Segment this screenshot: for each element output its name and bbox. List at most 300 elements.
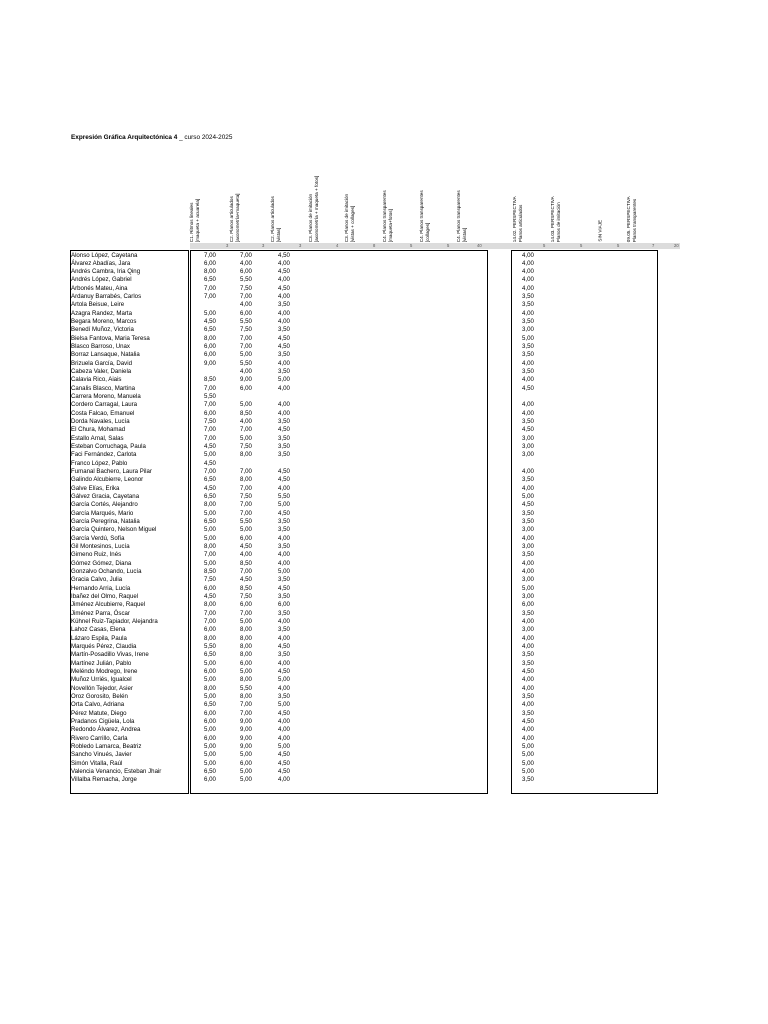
student-name: Muñoz Urriés, Igualcel bbox=[71, 676, 132, 684]
grade-perspective: 5,00 bbox=[522, 767, 534, 775]
grade-perspective: 3,50 bbox=[522, 476, 534, 484]
grade-c3: 4,50 bbox=[278, 268, 290, 276]
grade-c1: 5,00 bbox=[204, 526, 216, 534]
column-header bbox=[307, 150, 334, 242]
grade-perspective: 4,00 bbox=[522, 376, 534, 384]
student-name: Martínez Julián, Pablo bbox=[71, 659, 132, 667]
student-name: Cordero Carragal, Laura bbox=[71, 401, 138, 409]
student-name: Lahoz Casas, Elena bbox=[71, 626, 126, 634]
grade-perspective: 4,00 bbox=[522, 276, 534, 284]
student-name: Redondo Álvarez, Andrea bbox=[71, 726, 141, 734]
grade-perspective: 4,00 bbox=[522, 618, 534, 626]
column-header-line1: C3. Planos de imitación bbox=[343, 193, 349, 242]
grade-c3: 4,50 bbox=[278, 476, 290, 484]
grade-c2: 5,00 bbox=[240, 526, 252, 534]
column-weight: 3 bbox=[299, 243, 302, 248]
grade-c1: 5,00 bbox=[204, 692, 216, 700]
column-header-line1: SIN VIAJE bbox=[597, 220, 603, 242]
grade-c1: 5,00 bbox=[204, 751, 216, 759]
grade-c2: 8,00 bbox=[240, 692, 252, 700]
grade-c3: 4,50 bbox=[278, 334, 290, 342]
grade-c3: 3,50 bbox=[278, 351, 290, 359]
column-header-line2: Planos transparentes bbox=[631, 198, 637, 242]
grade-c3: 4,50 bbox=[278, 251, 290, 259]
student-name: Dorda Navales, Lucía bbox=[71, 418, 130, 426]
column-weight: 4 bbox=[336, 243, 339, 248]
student-name: Azagra Randez, Marta bbox=[71, 309, 132, 317]
grade-perspective: 3,00 bbox=[522, 626, 534, 634]
grade-perspective: 5,00 bbox=[522, 759, 534, 767]
grade-c1: 5,00 bbox=[204, 509, 216, 517]
grade-perspective: 6,00 bbox=[522, 601, 534, 609]
grade-c2: 7,50 bbox=[240, 493, 252, 501]
grade-c2: 7,00 bbox=[240, 609, 252, 617]
student-name: Jiménez Alcubierre, Raquel bbox=[71, 601, 146, 609]
grade-c3: 4,50 bbox=[278, 468, 290, 476]
grade-c3: 5,00 bbox=[278, 501, 290, 509]
grade-c1: 5,00 bbox=[204, 559, 216, 567]
grade-c3: 3,50 bbox=[278, 418, 290, 426]
grade-c1: 7,00 bbox=[204, 609, 216, 617]
student-name: Bielsa Fantova, Maria Teresa bbox=[71, 334, 150, 342]
grade-c1: 6,00 bbox=[204, 409, 216, 417]
column-header-text bbox=[419, 190, 430, 242]
grade-perspective: 4,00 bbox=[522, 701, 534, 709]
student-name: Brizuela García, David bbox=[71, 359, 132, 367]
grade-c1: 8,00 bbox=[204, 634, 216, 642]
column-header-text bbox=[512, 196, 523, 242]
student-name: Sancho Vinués, Javier bbox=[71, 751, 132, 759]
student-name: Galindo Alcubierre, Leonor bbox=[71, 476, 144, 484]
grade-c2: 5,50 bbox=[240, 318, 252, 326]
grade-c1: 5,00 bbox=[204, 759, 216, 767]
grade-c3: 4,00 bbox=[278, 293, 290, 301]
grade-c2: 7,00 bbox=[240, 568, 252, 576]
grade-c2: 7,50 bbox=[240, 593, 252, 601]
student-name: Meléndo Modrego, Irene bbox=[71, 668, 138, 675]
grade-perspective: 3,50 bbox=[522, 509, 534, 517]
grade-c2: 5,50 bbox=[240, 684, 252, 692]
grade-c1: 8,00 bbox=[204, 268, 216, 276]
grade-c2: 7,00 bbox=[240, 343, 252, 351]
grade-c1: 7,00 bbox=[204, 426, 216, 434]
grade-c1: 6,00 bbox=[204, 626, 216, 634]
column-header-line1: C2. Planos articulados bbox=[228, 196, 234, 242]
grade-c1: 7,00 bbox=[204, 384, 216, 392]
student-name: Álvarez Abadías, Jara bbox=[71, 259, 131, 267]
student-name: Carrera Moreno, Manuela bbox=[71, 393, 141, 401]
grade-perspective: 5,00 bbox=[522, 751, 534, 759]
grade-c2: 5,00 bbox=[240, 618, 252, 626]
grade-c2: 7,00 bbox=[240, 501, 252, 509]
grade-c1: 7,00 bbox=[204, 551, 216, 559]
grade-c1: 4,50 bbox=[204, 443, 216, 451]
grade-c2: 8,00 bbox=[240, 626, 252, 634]
grade-c2: 5,00 bbox=[240, 351, 252, 359]
grade-c1: 7,00 bbox=[204, 468, 216, 476]
document-title bbox=[71, 134, 232, 141]
grade-c1: 5,00 bbox=[204, 309, 216, 317]
student-name: García Peregrina, Natalia bbox=[71, 518, 140, 526]
grade-perspective: 4,00 bbox=[522, 684, 534, 692]
column-header-line2: [vistas + collages] bbox=[349, 205, 355, 242]
student-name: Andrés López, Gabriel bbox=[71, 276, 132, 284]
grade-c1: 9,00 bbox=[204, 359, 216, 367]
grade-c3: 3,50 bbox=[278, 451, 290, 459]
grade-c3: 4,00 bbox=[278, 634, 290, 642]
grade-perspective: 3,50 bbox=[522, 293, 534, 301]
grade-perspective: 4,00 bbox=[522, 284, 534, 292]
grade-c3: 3,50 bbox=[278, 526, 290, 534]
grade-c2: 9,00 bbox=[240, 742, 252, 750]
grade-c3: 3,50 bbox=[278, 326, 290, 334]
grade-c1: 6,50 bbox=[204, 326, 216, 334]
grade-c3: 3,50 bbox=[278, 543, 290, 551]
grade-c3: 4,50 bbox=[278, 426, 290, 434]
student-name: García Verdú, Sofía bbox=[71, 534, 125, 542]
grade-c2: 9,00 bbox=[240, 726, 252, 734]
grade-c2: 6,00 bbox=[240, 534, 252, 542]
column-weight: 5 bbox=[447, 243, 450, 248]
column-header-line1: 09.05. PERSPECTIVA bbox=[625, 196, 631, 242]
grade-c1: 6,00 bbox=[204, 668, 216, 675]
student-name: Gálvez Gracia, Cayetana bbox=[71, 493, 140, 501]
student-name: Orta Calvo, Adriana bbox=[71, 701, 125, 709]
grade-c3: 3,50 bbox=[278, 443, 290, 451]
grade-c3: 4,00 bbox=[278, 734, 290, 742]
grade-perspective: 4,00 bbox=[522, 484, 534, 492]
student-name: Galve Elías, Erika bbox=[71, 484, 120, 492]
student-name: Pérez Matute, Diego bbox=[71, 709, 127, 717]
student-name: Alonso López, Cayetana bbox=[71, 251, 138, 259]
column-weight: 5 bbox=[580, 243, 583, 248]
grade-c3: 5,50 bbox=[278, 493, 290, 501]
student-name: Artola Beisue, Leire bbox=[71, 301, 125, 309]
student-name: Borraz Lansaque, Natalia bbox=[71, 351, 140, 359]
column-weight: 40 bbox=[477, 243, 482, 248]
grade-c2: 6,00 bbox=[240, 384, 252, 392]
column-header-line1: C4. Planos transparentes bbox=[381, 190, 387, 242]
grade-c2: 5,50 bbox=[240, 518, 252, 526]
grade-c3: 4,00 bbox=[278, 259, 290, 267]
grade-c2: 7,50 bbox=[240, 443, 252, 451]
grade-c1: 6,00 bbox=[204, 717, 216, 725]
student-name: Novellón Tejedor, Asier bbox=[71, 684, 133, 692]
grade-perspective: 4,50 bbox=[522, 384, 534, 392]
grade-c1: 6,00 bbox=[204, 734, 216, 742]
grade-c3: 4,00 bbox=[278, 384, 290, 392]
column-weight: 8 bbox=[373, 243, 376, 248]
column-header-text bbox=[597, 220, 603, 242]
grade-c2: 4,50 bbox=[240, 576, 252, 584]
grade-c3: 4,50 bbox=[278, 759, 290, 767]
grade-c3: 5,00 bbox=[278, 742, 290, 750]
grade-c3: 3,50 bbox=[278, 576, 290, 584]
column-header bbox=[455, 150, 482, 242]
grade-perspective: 5,00 bbox=[522, 742, 534, 750]
student-name: Cabeza Valer, Daniela bbox=[71, 368, 132, 376]
student-name: Faci Fernández, Carlota bbox=[71, 451, 137, 459]
student-name: Benedí Muñoz, Victoria bbox=[71, 326, 134, 334]
student-name: Arbonés Mateu, Aina bbox=[71, 284, 128, 292]
grade-c3: 4,50 bbox=[278, 284, 290, 292]
grade-c1: 7,00 bbox=[204, 401, 216, 409]
student-name: Oroz Gorosito, Belén bbox=[71, 692, 128, 700]
student-name: Franco López, Pablo bbox=[71, 459, 128, 467]
column-header bbox=[418, 150, 445, 242]
grade-c2: 5,00 bbox=[240, 401, 252, 409]
column-header-line1: C3. Planos de imitación bbox=[307, 193, 313, 242]
grade-c1: 5,00 bbox=[204, 742, 216, 750]
column-header-line1: C2. Planos articulados bbox=[269, 196, 275, 242]
grade-perspective: 3,00 bbox=[522, 593, 534, 601]
student-name: Pradanos Cigüela, Lola bbox=[71, 717, 135, 725]
grade-c2: 5,00 bbox=[240, 776, 252, 784]
grade-c2: 4,50 bbox=[240, 543, 252, 551]
grade-c2: 6,00 bbox=[240, 601, 252, 609]
grade-perspective: 3,00 bbox=[522, 443, 534, 451]
grade-c2: 6,00 bbox=[240, 759, 252, 767]
grade-c1: 7,00 bbox=[204, 284, 216, 292]
column-header-text bbox=[270, 196, 281, 242]
grade-perspective: 4,00 bbox=[522, 726, 534, 734]
grade-c2: 8,00 bbox=[240, 634, 252, 642]
grade-c1: 6,50 bbox=[204, 493, 216, 501]
column-header-text bbox=[550, 196, 561, 242]
grade-perspective: 3,00 bbox=[522, 326, 534, 334]
grade-c2: 8,00 bbox=[240, 643, 252, 650]
student-name: Andrés Cambra, Iria Qing bbox=[71, 268, 141, 276]
column-header bbox=[228, 150, 255, 242]
grade-c3: 6,00 bbox=[278, 601, 290, 609]
grade-c3: 3,50 bbox=[278, 651, 290, 659]
grade-c3: 4,50 bbox=[278, 643, 290, 650]
student-name: Costa Falcao, Emanuel bbox=[71, 409, 135, 417]
grade-c3: 3,50 bbox=[278, 626, 290, 634]
grade-c2: 6,00 bbox=[240, 659, 252, 667]
student-name: Gimeno Ruiz, Inés bbox=[71, 551, 122, 559]
column-header bbox=[343, 150, 370, 242]
grade-c2: 9,00 bbox=[240, 376, 252, 384]
grade-c2: 7,00 bbox=[240, 701, 252, 709]
student-name: Gracia Calvo, Julia bbox=[71, 576, 123, 584]
column-header-line1: C4. Planos transparentes bbox=[418, 190, 424, 242]
grade-perspective: 4,00 bbox=[522, 534, 534, 542]
student-name: Hernando Arria, Lucía bbox=[71, 584, 131, 592]
grade-c3: 4,00 bbox=[278, 359, 290, 367]
grade-c2: 8,50 bbox=[240, 559, 252, 567]
grade-c3: 3,50 bbox=[278, 609, 290, 617]
grade-perspective: 4,00 bbox=[522, 268, 534, 276]
student-name: Robledo Lamarca, Beatriz bbox=[71, 742, 142, 750]
grade-c1: 4,50 bbox=[204, 593, 216, 601]
column-header bbox=[511, 150, 538, 242]
column-weight: 5 bbox=[410, 243, 413, 248]
student-name: Begara Moreno, Marcos bbox=[71, 318, 137, 326]
student-name: Marqués Pérez, Claudia bbox=[71, 643, 137, 650]
title-rest: _ curso 2024-2025 bbox=[179, 134, 233, 141]
column-header-line2: [vistas] bbox=[275, 227, 281, 242]
grade-c2: 8,00 bbox=[240, 476, 252, 484]
grade-c1: 4,50 bbox=[204, 484, 216, 492]
grade-c2: 5,00 bbox=[240, 434, 252, 442]
grade-c3: 3,50 bbox=[278, 368, 290, 376]
grade-c1: 4,50 bbox=[204, 459, 216, 467]
student-name: Gómez Gómez, Diana bbox=[71, 559, 132, 567]
student-name: Jiménez Parra, Óscar bbox=[71, 609, 130, 617]
grade-c2: 7,00 bbox=[240, 709, 252, 717]
column-header-text bbox=[344, 194, 355, 242]
grade-c3: 3,50 bbox=[278, 301, 290, 309]
student-name: Calavia Rico, Aiais bbox=[71, 376, 122, 384]
grade-c3: 4,00 bbox=[278, 776, 290, 784]
grade-perspective: 4,00 bbox=[522, 634, 534, 642]
student-name: Estallo Arnal, Salas bbox=[71, 434, 124, 442]
grade-perspective: 3,50 bbox=[522, 776, 534, 784]
grade-c3: 4,50 bbox=[278, 709, 290, 717]
student-name: García Marqués, Mario bbox=[71, 509, 134, 517]
grade-perspective: 4,00 bbox=[522, 251, 534, 259]
grades-box bbox=[190, 250, 488, 794]
column-header-line2: [maqueta + acuarela] bbox=[194, 198, 200, 242]
grade-c1: 5,00 bbox=[204, 534, 216, 542]
grade-c2: 8,00 bbox=[240, 451, 252, 459]
grade-c2: 7,00 bbox=[240, 484, 252, 492]
grade-c2: 8,50 bbox=[240, 409, 252, 417]
column-header-line2: Planos de imitación bbox=[555, 202, 561, 242]
grade-c1: 8,00 bbox=[204, 334, 216, 342]
grade-perspective: 3,50 bbox=[522, 301, 534, 309]
student-name: Ardanuy Barrabés, Carlos bbox=[71, 293, 142, 301]
column-weight: 7 bbox=[652, 243, 655, 248]
grade-c2: 9,00 bbox=[240, 734, 252, 742]
grade-perspective: 4,00 bbox=[522, 259, 534, 267]
grade-c1: 6,00 bbox=[204, 776, 216, 784]
grade-perspective: 4,50 bbox=[522, 717, 534, 725]
grade-perspective: 4,00 bbox=[522, 734, 534, 742]
grade-c3: 3,50 bbox=[278, 434, 290, 442]
column-header-text bbox=[229, 193, 240, 242]
grade-c3: 5,00 bbox=[278, 376, 290, 384]
grade-c3: 4,00 bbox=[278, 409, 290, 417]
grade-c2: 4,00 bbox=[240, 368, 252, 376]
grade-perspective: 3,00 bbox=[522, 434, 534, 442]
grade-c1: 8,00 bbox=[204, 601, 216, 609]
column-header-text bbox=[382, 190, 393, 242]
grade-c2: 5,00 bbox=[240, 751, 252, 759]
grade-c2: 5,50 bbox=[240, 359, 252, 367]
grade-perspective: 3,50 bbox=[522, 692, 534, 700]
grade-c3: 4,50 bbox=[278, 767, 290, 775]
grade-c3: 5,00 bbox=[278, 701, 290, 709]
grade-c1: 8,00 bbox=[204, 501, 216, 509]
student-name: El Chura, Mohamad bbox=[71, 426, 126, 434]
grade-perspective: 3,50 bbox=[522, 351, 534, 359]
column-header-line1: C4. Planos transparentes bbox=[455, 190, 461, 242]
grade-perspective: 3,50 bbox=[522, 318, 534, 326]
column-header-line2: [axonometría + maqueta + fotos] bbox=[313, 175, 319, 242]
column-header-text bbox=[626, 196, 637, 242]
grade-c2: 7,00 bbox=[240, 251, 252, 259]
grade-c1: 8,50 bbox=[204, 568, 216, 576]
student-name: Simón Vitalla, Raúl bbox=[71, 759, 123, 767]
grade-c3: 4,00 bbox=[278, 659, 290, 667]
grade-c3: 3,50 bbox=[278, 593, 290, 601]
column-header-text bbox=[308, 176, 319, 242]
student-name: Valencia Venancio, Esteban Jhair bbox=[71, 767, 162, 775]
grade-c2: 6,00 bbox=[240, 268, 252, 276]
column-header-line1: 14.02. PERSPECTIVA bbox=[511, 196, 517, 242]
column-weight: 5 bbox=[617, 243, 620, 248]
grade-c1: 8,50 bbox=[204, 376, 216, 384]
grade-c3: 4,00 bbox=[278, 559, 290, 567]
grade-c2: 8,50 bbox=[240, 584, 252, 592]
student-name: Blasco Barroso, Unax bbox=[71, 343, 130, 351]
student-name: Kühnel Ruiz-Tapiador, Alejandra bbox=[71, 618, 158, 626]
grade-c2: 4,00 bbox=[240, 418, 252, 426]
grade-c3: 3,50 bbox=[278, 692, 290, 700]
grade-c3: 4,50 bbox=[278, 509, 290, 517]
grade-c1: 6,50 bbox=[204, 518, 216, 526]
grade-c1: 6,00 bbox=[204, 584, 216, 592]
grade-perspective: 4,00 bbox=[522, 409, 534, 417]
student-name: García Quintero, Nelson Miguel bbox=[71, 526, 157, 534]
student-name: Lázaro Espila, Paula bbox=[71, 634, 127, 642]
grade-c3: 4,00 bbox=[278, 318, 290, 326]
grade-perspective: 5,00 bbox=[522, 584, 534, 592]
grade-perspective: 4,50 bbox=[522, 668, 534, 675]
grade-c2: 7,50 bbox=[240, 326, 252, 334]
grade-perspective: 3,50 bbox=[522, 709, 534, 717]
student-name: Ibañez del Olmo, Raquel bbox=[71, 593, 139, 601]
grade-c2: 4,00 bbox=[240, 259, 252, 267]
column-weight: 3 bbox=[262, 243, 265, 248]
grade-perspective: 4,50 bbox=[522, 501, 534, 509]
column-header-line2: [collages] bbox=[424, 222, 430, 242]
grade-perspective: 4,00 bbox=[522, 401, 534, 409]
column-header-line2: [vistas] bbox=[461, 227, 467, 242]
grade-c1: 5,00 bbox=[204, 451, 216, 459]
grade-c1: 6,00 bbox=[204, 709, 216, 717]
grade-c1: 4,50 bbox=[204, 318, 216, 326]
grade-perspective: 4,00 bbox=[522, 559, 534, 567]
grade-c2: 8,00 bbox=[240, 676, 252, 684]
grade-perspective: 3,50 bbox=[522, 651, 534, 659]
student-name: Villalba Remacha, Jorge bbox=[71, 776, 137, 784]
grade-c2: 4,00 bbox=[240, 551, 252, 559]
grade-c1: 6,50 bbox=[204, 701, 216, 709]
column-header-line2: [maqueta+fotos] bbox=[387, 208, 393, 242]
grade-c1: 7,00 bbox=[204, 251, 216, 259]
grade-perspective: 4,00 bbox=[522, 468, 534, 476]
grade-c1: 8,00 bbox=[204, 543, 216, 551]
grade-c1: 6,50 bbox=[204, 476, 216, 484]
column-header-text bbox=[189, 199, 200, 242]
column-weight: 3 bbox=[226, 243, 229, 248]
grade-perspective: 4,00 bbox=[522, 643, 534, 650]
grade-c2: 9,00 bbox=[240, 717, 252, 725]
column-header bbox=[269, 150, 296, 242]
grade-perspective: 4,00 bbox=[522, 309, 534, 317]
grade-c3: 4,00 bbox=[278, 717, 290, 725]
column-header-text bbox=[456, 190, 467, 242]
grade-c3: 4,00 bbox=[278, 276, 290, 284]
column-header bbox=[381, 150, 408, 242]
grade-c2: 5,50 bbox=[240, 276, 252, 284]
grade-perspective: 4,00 bbox=[522, 568, 534, 576]
column-header-line2: [axonometría+maqueta] bbox=[234, 193, 240, 242]
grade-c2: 7,00 bbox=[240, 334, 252, 342]
